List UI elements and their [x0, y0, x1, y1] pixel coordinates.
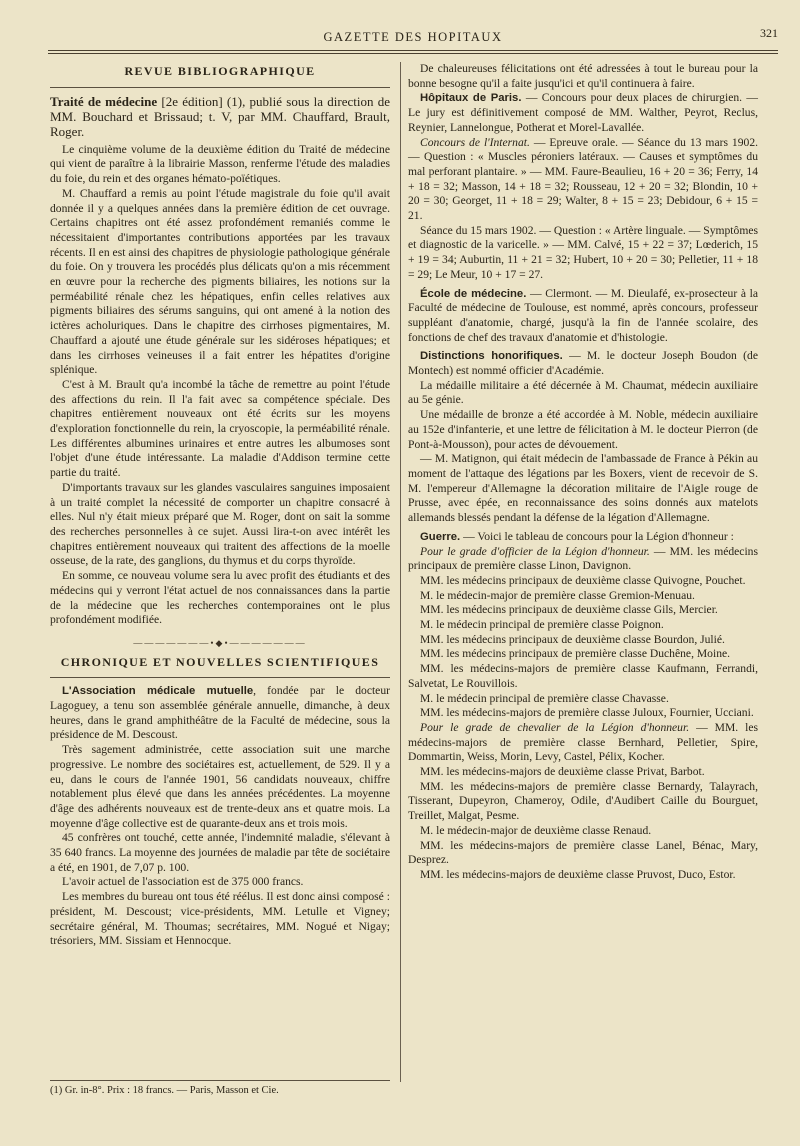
left-column: [50, 62, 390, 949]
news-paragraph: De chaleureuses félicitations ont été adressées à tout le bureau pour la bonne besogne qu'il a faite jusqu'ici et qu'il continuera à faire.: [408, 62, 758, 90]
book-entry: [50, 94, 390, 139]
list-item: MM. les médecins-majors de deuxième classe Privat, Barbot.: [420, 765, 705, 779]
review-paragraph: En somme, ce nouveau volume sera lu avec profit des étudiants et des médecins qui y verront l'état actuel de nos connaissances dans la partie de la médecine que les recherches contemporaines ont le plus profondément modifiée.: [50, 569, 390, 627]
list-item: MM. les médecins-majors de première classe Kaufmann, Ferrandi, Salvetat, Le Rouvillois.: [408, 662, 758, 690]
journal-title: GAZETTE DES HOPITAUX: [323, 30, 503, 44]
news-item-association: L'Association médicale mutuelle, fondée par le docteur Lagoguey, a tenu son assemblée générale annuelle, dimanche, à deux heures, dans le grand amphithéâtre de la Faculté de médecine, sous la présidence de M. Descoust.: [50, 684, 390, 742]
header-rule: [48, 50, 778, 51]
news-item-distinctions: Distinctions honorifiques. — M. le docteur Joseph Boudon (de Montech) est nommé officier d'Académie.: [408, 349, 758, 378]
news-paragraph: La médaille militaire a été décernée à M. Chaumat, médecin auxiliaire au 5e génie.: [408, 378, 758, 407]
list-item: MM. les médecins principaux de deuxième classe Quivogne, Pouchet.: [420, 573, 746, 587]
heading-rule: [50, 87, 390, 88]
list-item: MM. les médecins-majors de première classe Lanel, Bénac, Mary, Desprez.: [408, 838, 758, 867]
news-item-internat: Concours de l'Internat. — Epreuve orale. — Séance du 13 mars 1902. — Question : « Muscles péroniers latéraux. — Causes et symptômes du mal perforant plantaire. » — MM. Faure-Beaulieu, 16 + 20 = 36; Ferry, 14 + 18 = 32; Masson, 14 + 18 = 32; Rousseau, 12 + 20 = 32; Blondin, 10 + 20 = 30; Georget, 11 + 18 = 29; Walter, 8 + 15 = 23; Debidour, 6 + 15 = 21.: [408, 135, 759, 223]
list-item: MM. les médecins-majors de première classe Bernardy, Talayrach, Tisserant, Dupeyron, Chameroy, Odile, d'Audibert Caille du Bourguet, Treillet, Malgat, Pesme.: [408, 779, 758, 823]
footnote: (1) Gr. in-8°. Prix : 18 francs. — Paris, Masson et Cie.: [50, 1080, 390, 1096]
news-lead: L'Association médicale mutuelle: [62, 685, 254, 698]
list-item: M. le médecin principal de première classe Chavasse.: [420, 691, 669, 705]
column-separator: [400, 62, 401, 1082]
list-item: MM. les médecins principaux de deuxième classe Bourdon, Julié.: [420, 632, 725, 646]
review-paragraph: M. Chauffard a remis au point l'étude magistrale du foie qu'il avait donnée il y a quelques années dans la première édition de cet ouvrage. Certains chapitres ont été assez profondément remaniés comme le nécessitaient d'importantes contributions apportées par les travaux récents. Il en est ainsi des chapitres de physiologie pathologique générale du foie. On y trouvera les procédés plus délicats qu'on a mis récemment en œuvre pour la recherche des pigments biliaires, les notions sur la perméabilité rénale chez les hépatiques, enfin celles relatives aux pigments biliaires des sérums sanguins, qui ont amené à la notion des ictères acholuriques. Dans le chapitre des cirrhoses pigmentaires, M. Chauffard a ajouté une étude générale sur les sidéroses hépatiques; et dans les cirrhoses veineuses il a fait entrer les hépatites d'origine splénique.: [50, 186, 390, 377]
heading-rule: [50, 677, 390, 678]
news-paragraph: Très sagement administrée, cette association suit une marche progressive. Le nombre des sociétaires est, actuellement, de 529. Il y a eu, dans le cours de l'année 1901, 56 candidats nouveaux, chiffre notablement plus élevé que dans les années précédentes. La moyenne d'âge des adhérents nouveaux est de trente-deux ans et quatre mois. La moyenne d'âge collective est de quarante-deux ans et trois mois.: [50, 743, 390, 830]
list-item: MM. les médecins-majors de deuxième classe Pruvost, Duco, Estor.: [420, 867, 736, 881]
list-item: MM. les médecins principaux de deuxième classe Gils, Mercier.: [420, 603, 718, 617]
section-heading-chronique: CHRONIQUE ET NOUVELLES SCIENTIFIQUES: [60, 654, 380, 669]
news-item-officier: Pour le grade d'officier de la Légion d'honneur. — MM. les médecins principaux de première classe Linon, Davignon.: [408, 544, 758, 573]
news-item-ecole: École de médecine. — Clermont. — M. Dieulafé, ex-prosecteur à la Faculté de médecine de Toulouse, est nommé, après concours, professeur suppléant d'anatomie, chargé, jusqu'à la fin de l'année scolaire, des fonctions de chef des travaux d'anatomie et d'histologie.: [408, 286, 759, 344]
page-header: [48, 26, 778, 48]
list-item: MM. les médecins principaux de première classe Duchêne, Moine.: [420, 647, 731, 661]
list-item: M. le médecin-major de deuxième classe Renaud.: [420, 823, 652, 837]
page-number: 321: [760, 26, 778, 40]
header-rule-double: [48, 53, 778, 54]
right-column: [408, 62, 758, 883]
book-details: [2e édition] (1), publié sous la direction de MM. Bouchard et Brissaud; t. V, par MM. Chauffard, Brault, Roger.: [50, 93, 390, 139]
news-paragraph: Une médaille de bronze a été accordée à M. Noble, médecin auxiliaire au 152e d'infanterie, et une lettre de félicitation à M. le docteur Pierron (de Pont-à-Mousson), pour actes de dévouement.: [408, 408, 758, 451]
ornament-divider: ———————•◆•———————: [133, 637, 307, 648]
news-paragraph: Séance du 15 mars 1902. — Question : « Artère linguale. — Symptômes et diagnostic de la varicelle. » — MM. Calvé, 15 + 22 = 37; Lœderich, 15 + 19 = 34; Auburtin, 11 + 21 = 32; Hubert, 10 + 20 = 30; Pelletier, 11 + 18 = 29; Le Meur, 10 + 17 = 27.: [408, 223, 758, 281]
news-paragraph: — M. Matignon, qui était médecin de l'ambassade de France à Pékin au moment de l'attaque des légations par les Boxers, vient de recevoir de S. M. l'empereur d'Allemagne la décoration militaire de l'Aigle rouge de Prusse, avec épée, en reconnaissance des soins donnés aux matelots allemands blessés pendant la défense de la légation d'Allemagne.: [408, 452, 758, 525]
book-title: Traité de médecine: [50, 93, 158, 109]
section-heading-revue: REVUE BIBLIOGRAPHIQUE: [124, 64, 316, 78]
list-item: MM. les médecins-majors de première classe Juloux, Fournier, Ucciani.: [420, 706, 754, 720]
news-paragraph: L'avoir actuel de l'association est de 375 000 francs.: [62, 875, 304, 889]
news-item-hopitaux: Hôpitaux de Paris. — Concours pour deux places de chirurgien. — Le jury est définitivement composé de MM. Walther, Peyrot, Reclus, Reynier, Lannelongue, Potherat et Morel-Lavallée.: [408, 91, 758, 134]
review-paragraph: D'importants travaux sur les glandes vasculaires sanguines imposaient à un traité complet la nécessité de comporter un chapitre consacré à elles. Nul n'y était mieux préparé que M. Roger, dont on sait la somme des recherches personnelles à ce sujet. Aussi lira-t-on avec intérêt les chapitres entièrement nouveaux qui traitent des affections de la moelle osseuse, de la rate, des ganglions, du thymus et du corps thyroïde.: [50, 480, 390, 568]
news-paragraph: 45 confrères ont touché, cette année, l'indemnité maladie, s'élevant à 35 640 francs. La moyenne des journées de maladie par tête de sociétaire a été, en 1901, de 7,07 p. 100.: [50, 831, 390, 874]
review-paragraph: C'est à M. Brault qu'a incombé la tâche de remettre au point l'étude des affections du rein. Il l'a fait avec sa compétence spéciale. Des chapitres entièrement nouveaux ont été écrits sur les moyens d'exploration fonctionnelle du rein, la cryoscopie, la perméabilité rénale. Les différentes albumines urinaires et entre autres les albumoses sont l'objet d'une étude intéressante. La maladie d'Addison termine cette partie du traité.: [50, 377, 390, 480]
review-paragraph: Le cinquième volume de la deuxième édition du Traité de médecine qui vient de paraître à la librairie Masson, renferme l'étude des maladies du foie, du rein et des organes hémato-poïétiques.: [50, 142, 390, 186]
news-paragraph: Les membres du bureau ont tous été réélus. Il est donc ainsi composé : président, M. Descoust; vice-présidents, MM. Letulle et Vigney; secrétaire général, M. Thoumas; secrétaires, MM. Nogué et Nigay; trésoriers, MM. Sissiam et Hennocque.: [50, 890, 390, 948]
news-item-chevalier: Pour le grade de chevalier de la Légion d'honneur. — MM. les médecins-majors de première classe Bernhard, Pelletier, Spire, Dommartin, Weiss, Morin, Levy, Castel, Pélix, Kocher.: [408, 720, 758, 764]
news-item-guerre: Guerre. — Voici le tableau de concours pour la Légion d'honneur :: [420, 529, 734, 543]
list-item: M. le médecin principal de première classe Poignon.: [420, 618, 664, 632]
list-item: M. le médecin-major de première classe Gremion-Menuau.: [420, 588, 695, 602]
